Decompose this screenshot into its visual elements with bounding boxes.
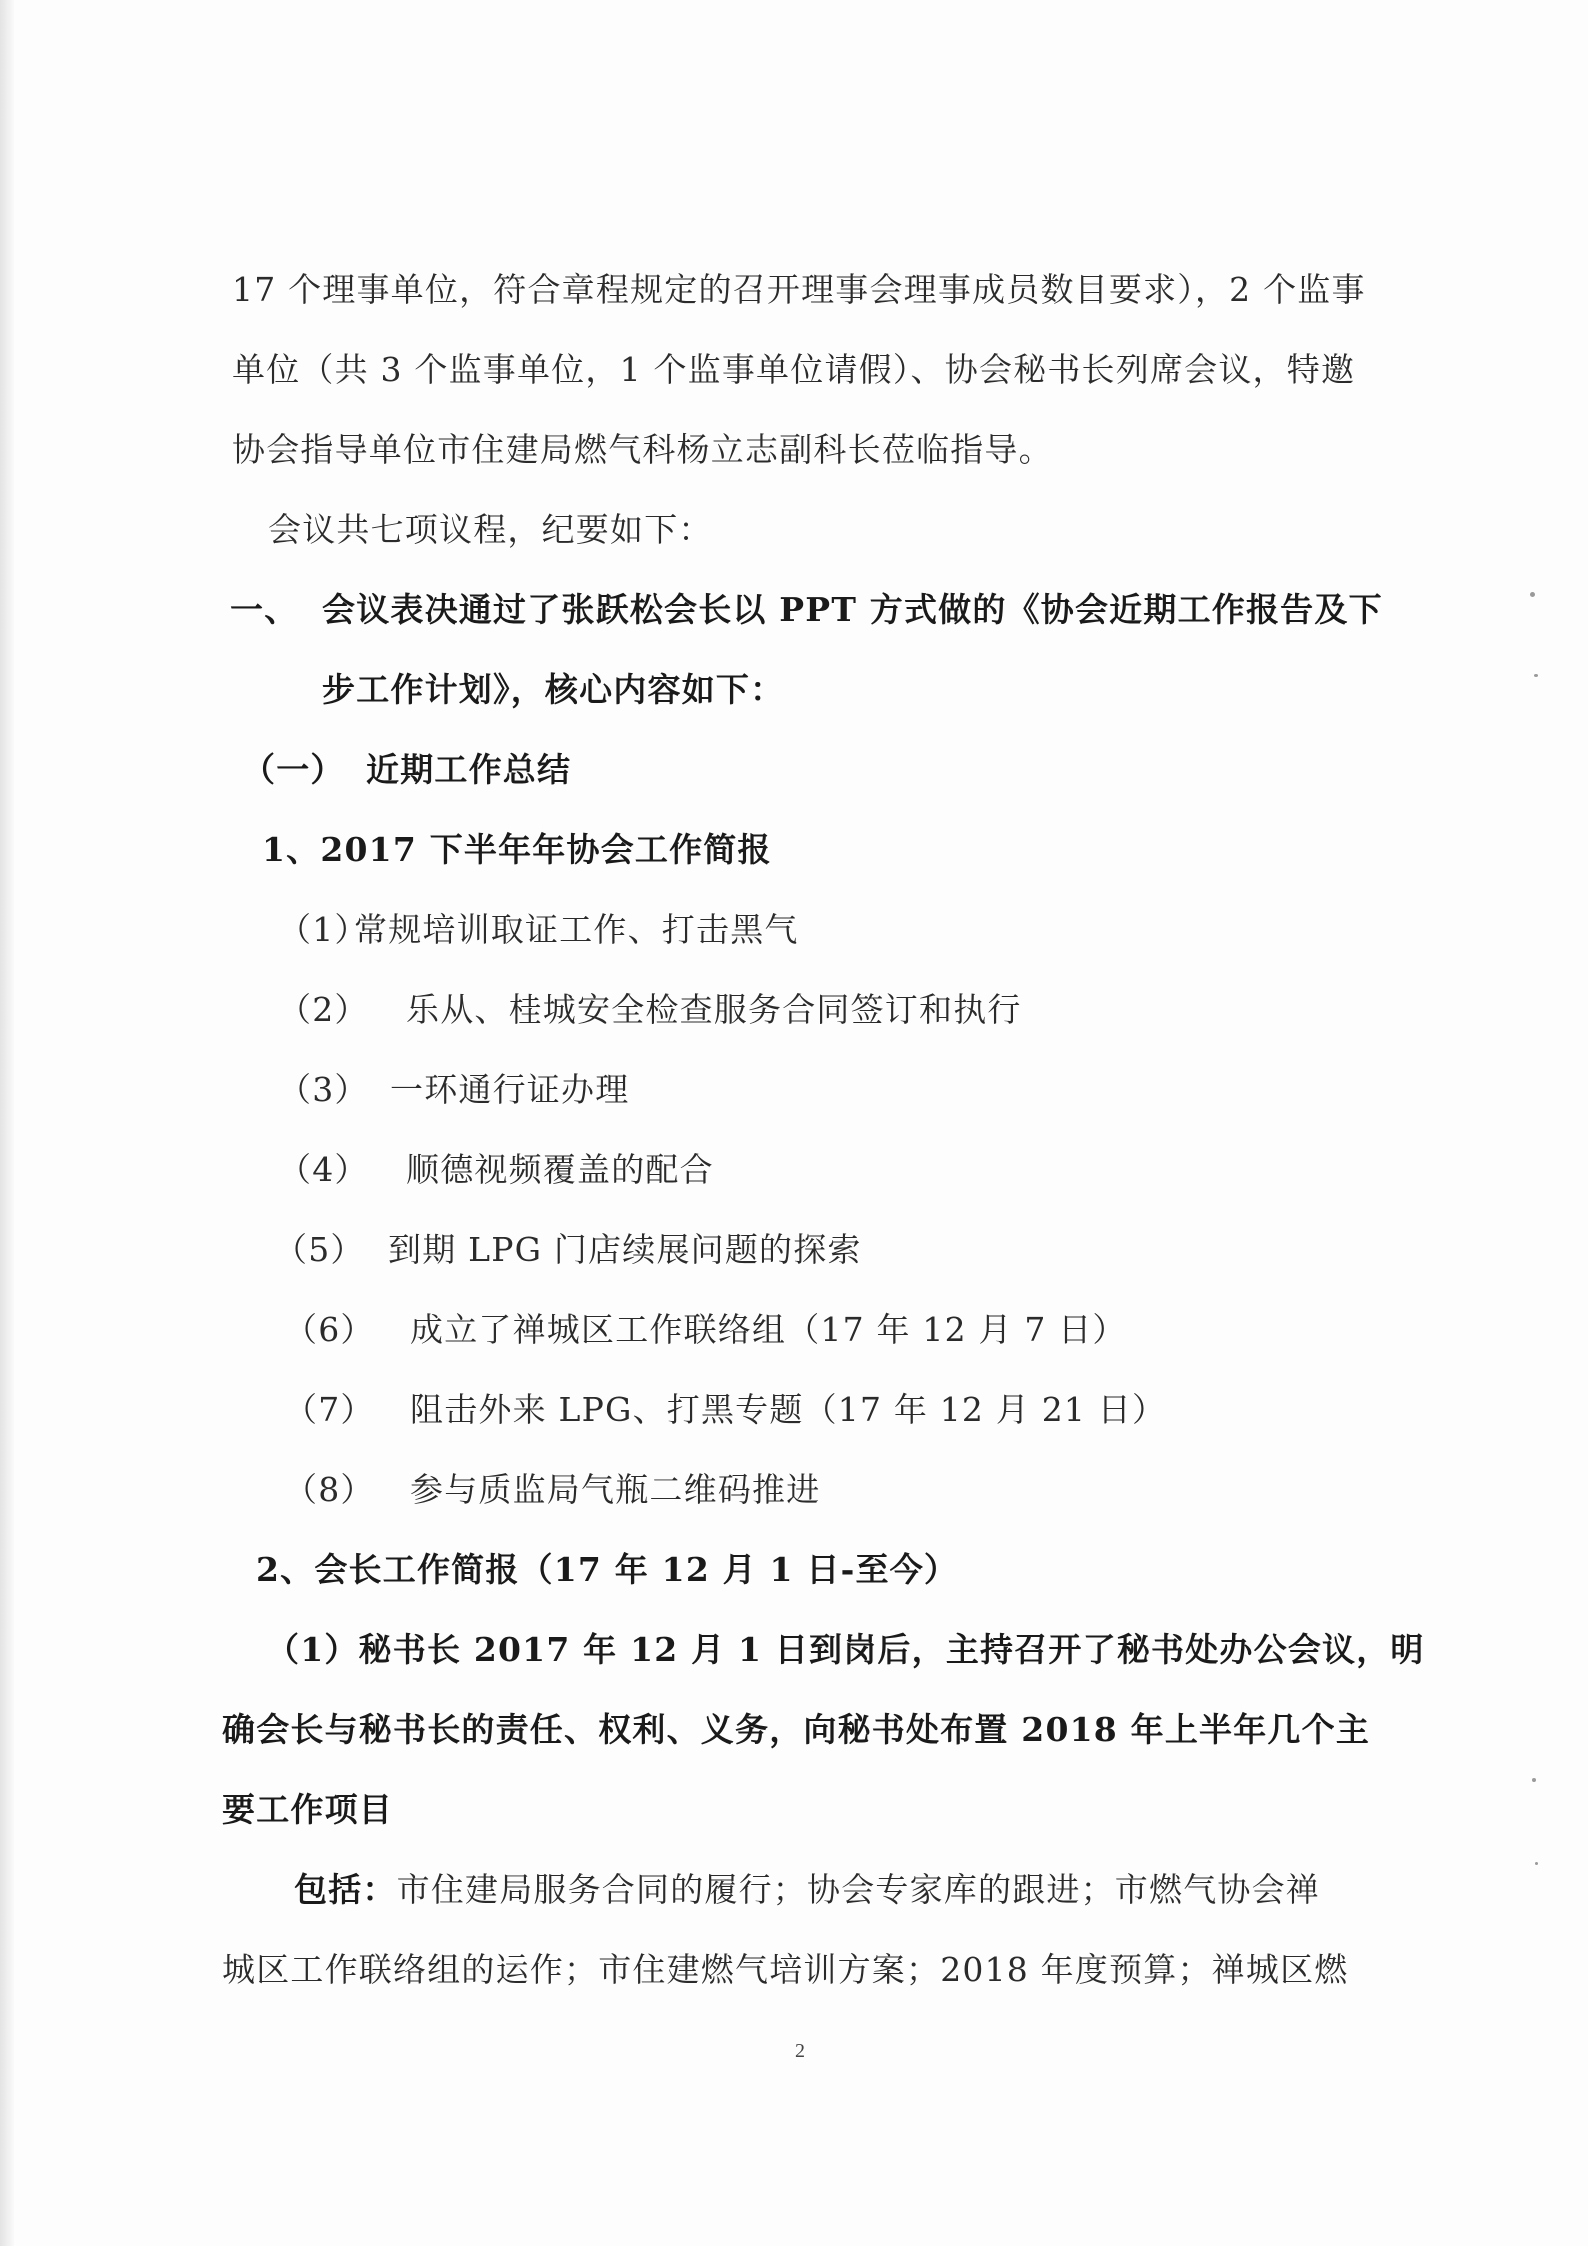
bold-paragraph-line-2: 确会长与秘书长的责任、权利、义务，向秘书处布置 2018 年上半年几个主: [222, 1710, 1371, 1749]
section-one-title: 会议表决通过了张跃松会长以 PPT 方式做的《协会近期工作报告及下: [322, 590, 1383, 629]
list-item-text: 成立了禅城区工作联络组（17 年 12 月 7 日）: [410, 1310, 1127, 1349]
bold-paragraph-line-1: （1）秘书长 2017 年 12 月 1 日到岗后，主持召开了秘书处办公会议，明: [266, 1630, 1425, 1669]
list-item-text: 参与质监局气瓶二维码推进: [410, 1470, 821, 1509]
list-item-number: （3）: [278, 1070, 369, 1109]
list-item: [278, 908, 799, 952]
sub-heading: [242, 748, 571, 792]
body-line-2: 单位（共 3 个监事单位，1 个监事单位请假）、协会秘书长列席会议，特邀: [232, 350, 1356, 389]
scan-speck: [1532, 1778, 1536, 1782]
list-item-text: 一环通行证办理: [390, 1070, 630, 1109]
scan-speck: [1530, 592, 1535, 597]
list-item: [284, 1468, 820, 1512]
sub-heading-text: 近期工作总结: [366, 750, 572, 789]
list-item-text: 常规培训取证工作、打击黑气: [354, 910, 799, 949]
list-item-number: （8）: [284, 1470, 375, 1509]
include-label: 包括：: [294, 1870, 397, 1909]
section-one-line-2: 步工作计划》，核心内容如下：: [322, 670, 785, 709]
scan-edge-shadow: [0, 0, 14, 2246]
section-one-line-1: [230, 588, 1383, 632]
list-item: [284, 1308, 1127, 1352]
include-text: 市住建局服务合同的履行；协会专家库的跟进；市燃气协会禅: [396, 1870, 1321, 1909]
list-item-number: （6）: [284, 1310, 375, 1349]
include-line-2: 城区工作联络组的运作；市住建燃气培训方案；2018 年度预算；禅城区燃: [222, 1950, 1349, 1989]
body-line-1: 17 个理事单位，符合章程规定的召开理事会理事成员数目要求），2 个监事: [232, 270, 1366, 309]
list-item-number: （1）: [278, 910, 369, 949]
list-item-number: （2）: [278, 990, 369, 1029]
list-item-text: 到期 LPG 门店续展问题的探索: [388, 1230, 862, 1269]
list-item-number: （4）: [278, 1150, 369, 1189]
list-item: [284, 1388, 1166, 1432]
list-item: [278, 1148, 714, 1192]
agenda-intro: 会议共七项议程，纪要如下：: [268, 510, 713, 549]
section-one-number: 一、: [230, 590, 299, 629]
body-line-3: 协会指导单位市住建局燃气科杨立志副科长莅临指导。: [232, 430, 1053, 469]
list-item-text: 阻击外来 LPG、打黑专题（17 年 12 月 21 日）: [410, 1390, 1167, 1429]
list-item-text: 乐从、桂城安全检查服务合同签订和执行: [406, 990, 1022, 1029]
list-item-number: （5）: [274, 1230, 365, 1269]
scan-speck: [1535, 1862, 1538, 1865]
item2-heading: 2、会长工作简报（17 年 12 月 1 日-至今）: [256, 1550, 959, 1589]
scan-speck: [1534, 674, 1538, 677]
sub-heading-number: （一）: [242, 750, 345, 789]
page-number: 2: [795, 2040, 805, 2062]
list-item-number: （7）: [284, 1390, 375, 1429]
list-item: [278, 988, 1022, 1032]
list-item: [274, 1228, 862, 1272]
include-line-1: [294, 1868, 1320, 1912]
list-item-text: 顺德视频覆盖的配合: [406, 1150, 714, 1189]
bold-paragraph-line-3: 要工作项目: [222, 1790, 393, 1829]
item1-heading: 1、2017 下半年年协会工作简报: [262, 830, 772, 869]
list-item: [278, 1068, 629, 1112]
